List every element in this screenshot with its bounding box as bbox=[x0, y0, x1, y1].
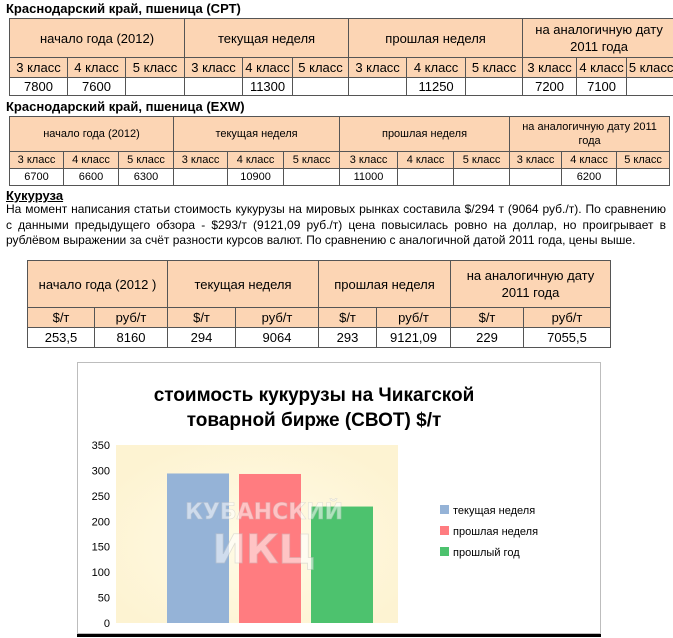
group-header: текущая неделя bbox=[174, 117, 340, 152]
value-cell bbox=[174, 169, 228, 186]
class-cell: 4 класс bbox=[407, 58, 466, 78]
value-cell bbox=[510, 169, 562, 186]
value-cell: 11000 bbox=[340, 169, 398, 186]
class-header-row bbox=[10, 58, 673, 78]
class-cell: 3 класс bbox=[340, 152, 398, 169]
value-cell bbox=[454, 169, 510, 186]
legend-label: прошлый год bbox=[453, 547, 520, 559]
unit-header-row bbox=[28, 308, 611, 328]
wheat-exw-table bbox=[9, 116, 670, 186]
class-cell: 4 класс bbox=[68, 58, 126, 78]
value-cell bbox=[126, 78, 185, 96]
corn-price-chart bbox=[77, 362, 601, 634]
section2-title: Краснодарский край, пшеница (EXW) bbox=[6, 99, 245, 114]
legend-label: прошлая неделя bbox=[453, 526, 539, 538]
table-row bbox=[10, 78, 673, 96]
value-cell: 6200 bbox=[562, 169, 617, 186]
legend-swatch bbox=[440, 505, 449, 514]
class-cell: 3 класс bbox=[349, 58, 407, 78]
value-cell bbox=[398, 169, 454, 186]
class-cell: 5 класс bbox=[284, 152, 340, 169]
group-header: прошлая неделя bbox=[340, 117, 510, 152]
section1-title: Краснодарский край, пшеница (СРТ) bbox=[6, 1, 241, 16]
value-cell bbox=[627, 78, 673, 96]
chart-svg bbox=[78, 363, 600, 633]
group-header: на аналогичную дату 2011 года bbox=[523, 19, 673, 58]
y-tick-label: 300 bbox=[91, 465, 110, 478]
class-cell: 5 класс bbox=[627, 58, 673, 78]
unit-cell: руб/т bbox=[95, 308, 168, 328]
value-cell bbox=[466, 78, 523, 96]
y-tick-label: 0 bbox=[103, 618, 110, 630]
class-cell: 5 класс bbox=[466, 58, 523, 78]
value-cell bbox=[185, 78, 243, 96]
corn-title: Кукуруза bbox=[6, 188, 64, 203]
class-cell: 4 класс bbox=[562, 152, 617, 169]
legend-label: текущая неделя bbox=[453, 505, 536, 517]
value-cell: 294 bbox=[168, 328, 236, 348]
unit-cell: $/т bbox=[168, 308, 236, 328]
class-cell: 3 класс bbox=[510, 152, 562, 169]
group-header: начало года (2012) bbox=[10, 19, 185, 58]
class-cell: 3 класс bbox=[10, 58, 68, 78]
unit-cell: руб/т bbox=[377, 308, 451, 328]
table-header-row bbox=[10, 117, 670, 152]
legend-swatch bbox=[440, 547, 449, 556]
group-header: начало года (2012) bbox=[10, 117, 174, 152]
class-cell: 4 класс bbox=[243, 58, 293, 78]
group-header: текущая неделя bbox=[185, 19, 349, 58]
wheat-cpt-table bbox=[9, 18, 673, 96]
class-cell: 4 класс bbox=[577, 58, 627, 78]
value-cell: 7800 bbox=[10, 78, 68, 96]
corn-paragraph: На момент написания статьи стоимость кукурузы на мировых рынках составила $/294 т (9064 руб./т). По сравнению с данными предыдущего обзора - $293/т (9121,09 руб./т) цена повысилась ровно на доллар, но проигрывает в рублёвом выражении за счёт разности курсов валют. По сравнению с аналогичной датой 2011 года, цены выше. bbox=[6, 202, 666, 247]
value-cell: 10900 bbox=[228, 169, 284, 186]
class-cell: 5 класс bbox=[293, 58, 349, 78]
table-header-row bbox=[10, 19, 673, 58]
y-tick-label: 100 bbox=[91, 567, 110, 580]
value-cell: 229 bbox=[451, 328, 524, 348]
table-row bbox=[10, 169, 670, 186]
class-cell: 5 класс bbox=[126, 58, 185, 78]
value-cell bbox=[293, 78, 349, 96]
value-cell bbox=[617, 169, 670, 186]
value-cell: 7055,5 bbox=[524, 328, 611, 348]
group-header: на аналогичную дату 2011 года bbox=[510, 117, 670, 152]
group-header: на аналогичную дату 2011 года bbox=[451, 261, 611, 308]
y-tick-label: 250 bbox=[91, 490, 110, 503]
unit-cell: руб/т bbox=[236, 308, 319, 328]
value-cell: 7200 bbox=[523, 78, 577, 96]
value-cell: 7100 bbox=[577, 78, 627, 96]
value-cell: 9064 bbox=[236, 328, 319, 348]
chart-title-line: стоимость кукурузы на Чикагской bbox=[153, 385, 475, 406]
class-cell: 3 класс bbox=[523, 58, 577, 78]
unit-cell: $/т bbox=[319, 308, 377, 328]
watermark-text: КУБАНСКИЙ bbox=[184, 500, 344, 525]
class-cell: 3 класс bbox=[174, 152, 228, 169]
y-tick-label: 350 bbox=[91, 440, 110, 452]
unit-cell: $/т bbox=[28, 308, 95, 328]
value-cell: 7600 bbox=[68, 78, 126, 96]
class-cell: 5 класс bbox=[119, 152, 174, 169]
corn-table bbox=[27, 260, 611, 348]
y-tick-label: 200 bbox=[91, 516, 110, 529]
class-cell: 5 класс bbox=[617, 152, 670, 169]
divider bbox=[77, 634, 601, 637]
value-cell bbox=[284, 169, 340, 186]
group-header: прошлая неделя bbox=[349, 19, 523, 58]
group-header: текущая неделя bbox=[168, 261, 319, 308]
value-cell: 11300 bbox=[243, 78, 293, 96]
value-cell: 293 bbox=[319, 328, 377, 348]
value-cell bbox=[349, 78, 407, 96]
class-cell: 4 класс bbox=[398, 152, 454, 169]
value-cell: 253,5 bbox=[28, 328, 95, 348]
class-header-row bbox=[10, 152, 670, 169]
class-cell: 5 класс bbox=[454, 152, 510, 169]
unit-cell: руб/т bbox=[524, 308, 611, 328]
value-cell: 6300 bbox=[119, 169, 174, 186]
class-cell: 4 класс bbox=[64, 152, 119, 169]
table-header-row bbox=[28, 261, 611, 308]
class-cell: 4 класс bbox=[228, 152, 284, 169]
unit-cell: $/т bbox=[451, 308, 524, 328]
value-cell: 11250 bbox=[407, 78, 466, 96]
y-tick-label: 50 bbox=[97, 592, 110, 605]
group-header: прошлая неделя bbox=[319, 261, 451, 308]
y-tick-label: 150 bbox=[91, 541, 110, 554]
chart-title-line: товарной бирже (СВОТ) $/т bbox=[186, 410, 442, 431]
watermark-text: ИКЦ bbox=[212, 527, 316, 573]
value-cell: 9121,09 bbox=[377, 328, 451, 348]
value-cell: 8160 bbox=[95, 328, 168, 348]
group-header: начало года (2012 ) bbox=[28, 261, 168, 308]
class-cell: 3 класс bbox=[185, 58, 243, 78]
value-cell: 6700 bbox=[10, 169, 64, 186]
class-cell: 3 класс bbox=[10, 152, 64, 169]
legend-swatch bbox=[440, 526, 449, 535]
value-cell: 6600 bbox=[64, 169, 119, 186]
table-row bbox=[28, 328, 611, 348]
